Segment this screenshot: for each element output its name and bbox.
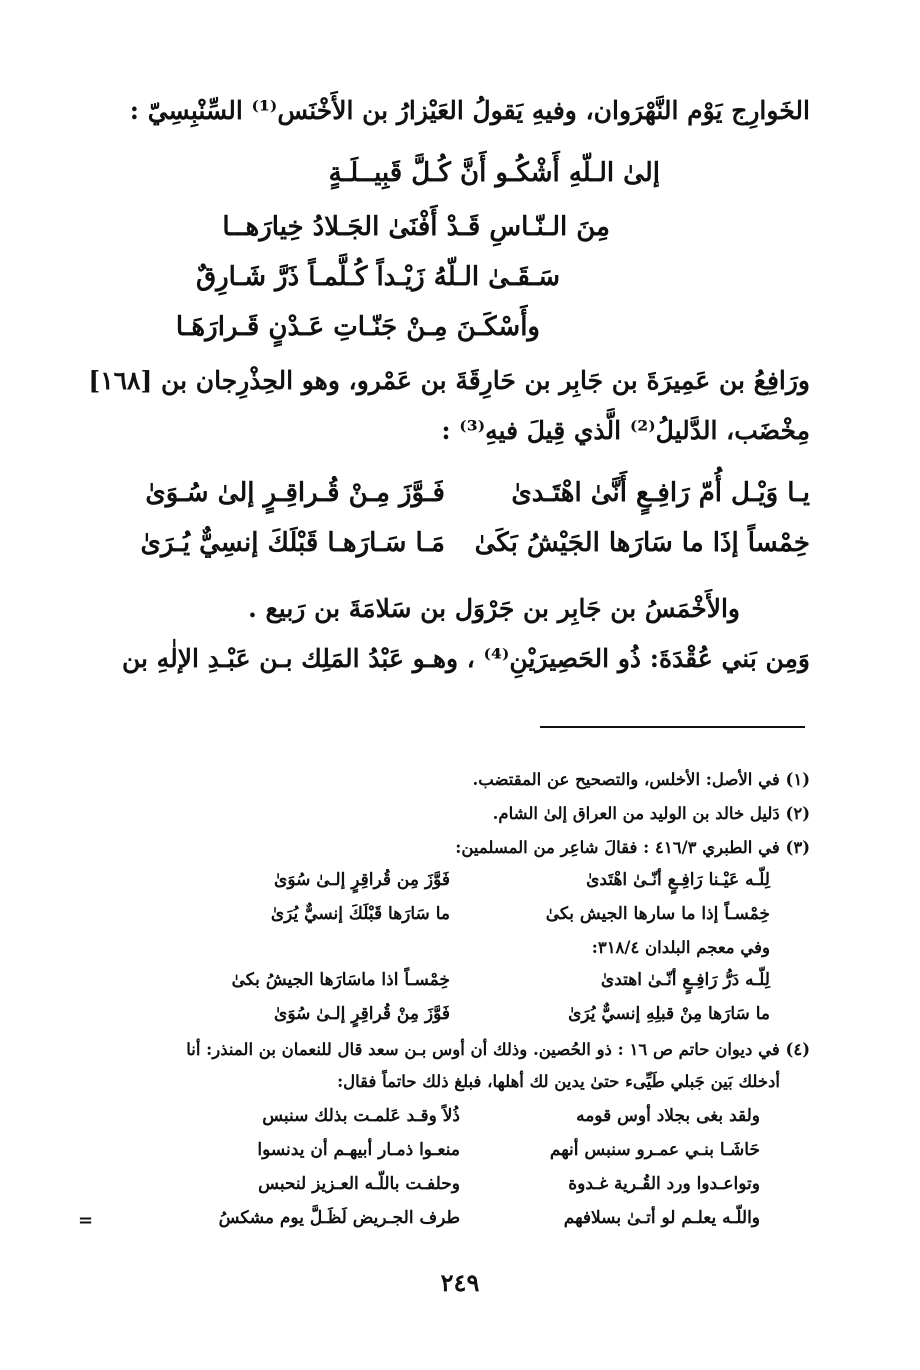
text-line-1: الخَوارِج يَوْم النَّهْرَوان، وفيهِ يَقولُ العَيْزارُ بن الأَخْنَس⁽¹⁾ السِّنْبِسِيّ :: [129, 96, 810, 125]
footnote-4-verse-3-left: وحلفـت باللّـه العـزيز لنحبس: [258, 1174, 460, 1194]
footnote-3-verse-3-right: لِلّـه دَرُّ رَافِـعٍ أنّـىٰ اهتدىٰ: [600, 970, 770, 990]
footnote-3-verse-2-left: ما سَارَها قَبْلَكَ إنسيٌّ يُرَىٰ: [270, 904, 450, 924]
footnote-2: (٢) دَليل خالد بن الوليد من العراق إلىٰ الشام.: [492, 804, 810, 823]
footnote-3-verse-1-left: فَوَّزَ مِن قُراقِرٍ إلـىٰ سُوَىٰ: [274, 870, 450, 890]
footnote-3: (٣) في الطبري ٤١٦/٣ : فقالَ شاعِر من المسلمين:: [455, 838, 810, 857]
footnote-3-verse-4-right: ما سَارَها مِنْ قبلِهِ إنسيٌّ يُرَىٰ: [568, 1004, 770, 1024]
verse-line-3: سَـقَـىٰ الـلّهُ زَيْـداً كُـلَّمـاً ذَرَّ شَـارِقٌ: [195, 262, 560, 292]
footnote-4-verse-1-left: ذُلاً وقـد عَلمـت بذلك سنبس: [262, 1106, 460, 1126]
footnote-4-verse-4-left: طرف الجـريض لَظَـلَّ يوم مشكسُ: [218, 1208, 460, 1228]
couplet-1-left: فَـوَّزَ مِـنْ قُـراقِـرٍ إلىٰ سُـوَىٰ: [145, 478, 445, 508]
verse-line-4: وأَسْكَـنَ مِـنْ جَنّـاتِ عَـدْنٍ قَـرارَهَـا: [175, 312, 540, 342]
footnote-4-verse-1-right: ولقد بغى بجلاد أوس قومه: [576, 1106, 760, 1126]
text-line-2: ورَافِعُ بن عَمِيرَةَ بن جَابِر بن حَارِقَةَ بن عَمْرو، وهو الحِذْرِجان بن [١٦٨]: [88, 366, 810, 395]
footnote-4-verse-2-right: حَاشَـا بنـي عمـرو سنبس أنهم: [549, 1140, 760, 1160]
page-number: ٢٤٩: [440, 1268, 480, 1297]
footnote-4-verse-2-left: منعـوا ذمـار أبيهـم أن يدنسوا: [257, 1140, 460, 1160]
footnote-3-verse-3-left: خِمْسـاً اذا ماسَارَها الجيشُ بكىٰ: [231, 970, 450, 990]
footnote-3-verse-1-right: لِلّـه عَيْـنا رَافِـعٍ أنّـىٰ اهْتَدىٰ: [586, 870, 770, 890]
couplet-2-right: خِمْساً إذَا ما سَارَها الجَيْشُ بَكَىٰ: [474, 528, 810, 558]
couplet-1-right: يـا وَيْـل أُمّ رَافِـعٍ أَنَّىٰ اهْتَـدىٰ: [511, 478, 810, 508]
footnote-4-verse-4-right: واللّـه يعلـم لو أتـىٰ بسلافهم: [563, 1208, 760, 1228]
text-line-3: مِخْضَب، الدَّليلُ⁽²⁾ الَّذي قِيلَ فيهِ⁽³⁾ :: [441, 416, 810, 445]
couplet-2-left: مَـا سَـارَهـا قَبْلَكَ إنسِيٌّ يُـرَىٰ: [140, 528, 445, 558]
footnote-3-verse-2-right: خِمْسـاً إذا ما سارها الجيش بكىٰ: [545, 904, 770, 924]
footnote-separator: [540, 726, 805, 728]
footnote-1: (١) في الأصل: الأخلس، والتصحيح عن المقتضب.: [472, 770, 810, 789]
footnote-3-verse-4-left: فَوَّزَ مِنْ قُراقِرٍ إلـىٰ سُوَىٰ: [274, 1004, 450, 1024]
footnote-4-continued: أدخلك بَين جَبلي طَيِّىء حتىٰ يدين لك أهلها، فبلغ ذلك حاتماً فقال:: [337, 1072, 780, 1091]
verse-line-1: إلىٰ الـلّهِ أَشْكُـو أَنَّ كُـلَّ قَبِيــلَـةٍ: [328, 158, 660, 188]
footnote-3-continued: وفي معجم البلدان ٣١٨/٤:: [591, 938, 770, 957]
continuation-mark: =: [78, 1210, 94, 1231]
footnote-4: (٤) في ديوان حاتم ص ١٦ : ذو الحُصين. وذلك أن أوس بـن سعد قال للنعمان بن المنذر: أنا: [186, 1040, 810, 1059]
footnote-4-verse-3-right: وتواعـدوا ورد القُـرية غـدوة: [568, 1174, 760, 1194]
text-line-4: والأَخْمَسُ بن جَابِر بن جَرْوَل بن سَلامَةَ بن رَبيع .: [248, 594, 740, 623]
verse-line-2: مِنَ الـنّـاسِ قَـدْ أَفْنَىٰ الجَـلادُ خِيارَهــا: [222, 212, 610, 242]
text-line-5: وَمِن بَني عُقْدَةَ: ذُو الحَصِيرَيْنِ⁽⁴⁾ ، وهـو عَبْدُ المَلِك بـن عَبْـدِ الإلٰهِ بن: [121, 644, 810, 673]
